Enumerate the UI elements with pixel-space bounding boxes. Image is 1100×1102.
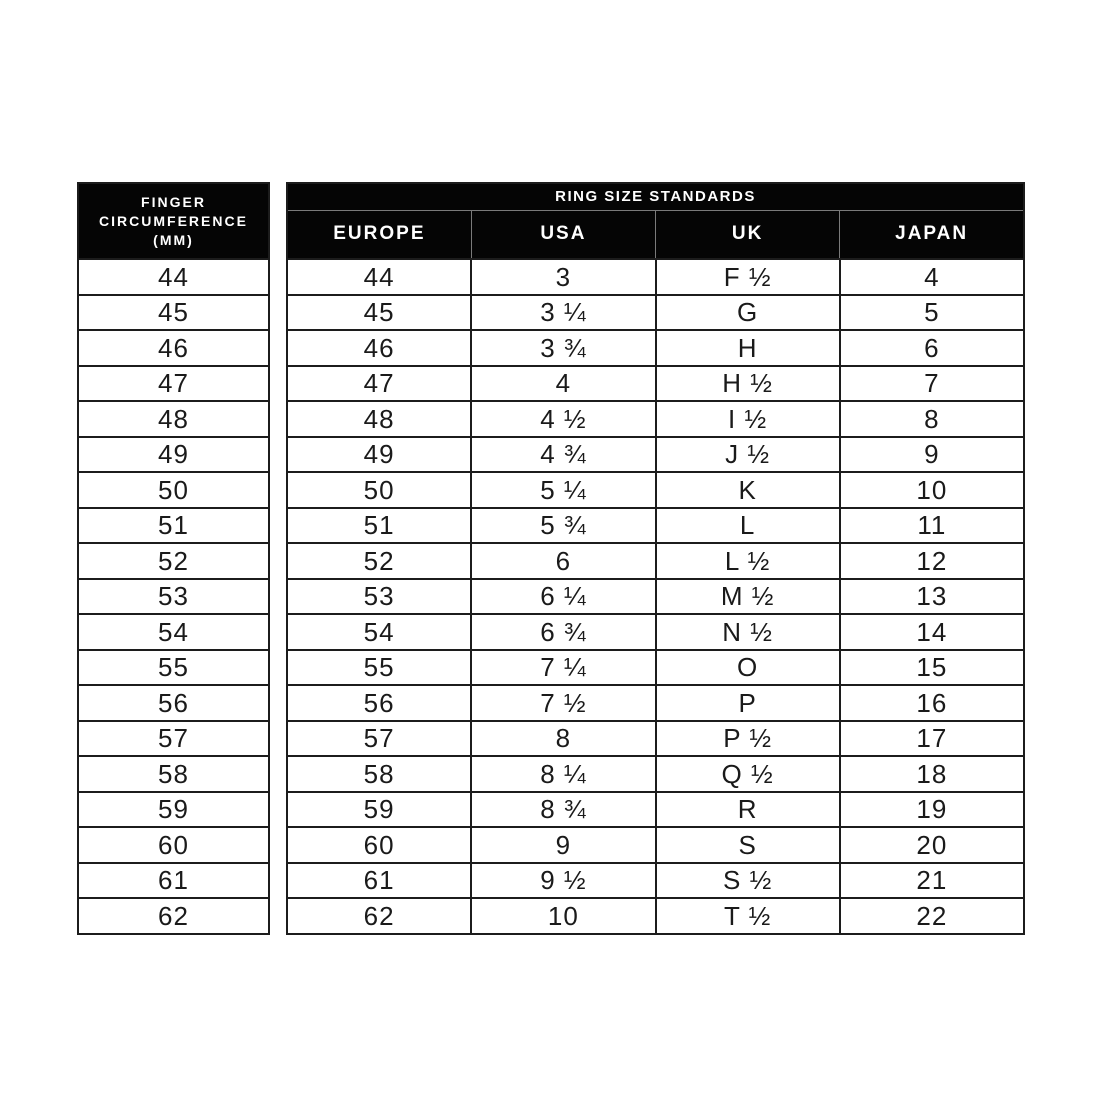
cell-japan: 4: [840, 259, 1024, 295]
cell-uk: N ½: [656, 614, 840, 650]
table-row: [78, 330, 269, 366]
table-row: [287, 756, 1024, 792]
cell-usa: 8 ¼: [471, 756, 655, 792]
table-row: [287, 792, 1024, 828]
column-header-row: [287, 210, 1024, 259]
table-row: [78, 756, 269, 792]
table-row: [287, 259, 1024, 295]
table-row: [78, 401, 269, 437]
cell-japan: 11: [840, 508, 1024, 544]
cell-usa: 8 ¾: [471, 792, 655, 828]
cell-europe: 58: [287, 756, 471, 792]
cell-europe: 44: [287, 259, 471, 295]
table-row: [287, 721, 1024, 757]
cell-usa: 3: [471, 259, 655, 295]
cell-europe: 51: [287, 508, 471, 544]
cell-usa: 4: [471, 366, 655, 402]
cell-uk: L ½: [656, 543, 840, 579]
cell-finger-circumference: 52: [78, 543, 269, 579]
ring-size-standards-title: RING SIZE STANDARDS: [287, 183, 1024, 210]
cell-europe: 59: [287, 792, 471, 828]
cell-finger-circumference: 57: [78, 721, 269, 757]
cell-uk: L: [656, 508, 840, 544]
table-row: [78, 579, 269, 615]
table-row: [78, 863, 269, 899]
cell-finger-circumference: 62: [78, 898, 269, 934]
ring-size-standards-table: [286, 182, 1025, 935]
cell-finger-circumference: 46: [78, 330, 269, 366]
table-row: [287, 685, 1024, 721]
cell-usa: 6: [471, 543, 655, 579]
table-row: [287, 579, 1024, 615]
cell-usa: 4 ¾: [471, 437, 655, 473]
cell-uk: P: [656, 685, 840, 721]
cell-uk: F ½: [656, 259, 840, 295]
table-row: [287, 437, 1024, 473]
table-row: [78, 295, 269, 331]
finger-circumference-header: [78, 183, 269, 259]
cell-finger-circumference: 51: [78, 508, 269, 544]
cell-japan: 20: [840, 827, 1024, 863]
table-row: [78, 437, 269, 473]
cell-japan: 18: [840, 756, 1024, 792]
header-line-circumference: CIRCUMFERENCE: [99, 212, 248, 229]
cell-finger-circumference: 56: [78, 685, 269, 721]
cell-usa: 9: [471, 827, 655, 863]
cell-usa: 5 ¼: [471, 472, 655, 508]
cell-japan: 5: [840, 295, 1024, 331]
cell-japan: 6: [840, 330, 1024, 366]
cell-japan: 22: [840, 898, 1024, 934]
cell-japan: 8: [840, 401, 1024, 437]
cell-uk: S ½: [656, 863, 840, 899]
cell-japan: 15: [840, 650, 1024, 686]
cell-uk: M ½: [656, 579, 840, 615]
cell-europe: 61: [287, 863, 471, 899]
cell-finger-circumference: 54: [78, 614, 269, 650]
cell-usa: 3 ¾: [471, 330, 655, 366]
cell-finger-circumference: 49: [78, 437, 269, 473]
cell-europe: 45: [287, 295, 471, 331]
column-header-europe: EUROPE: [287, 210, 471, 259]
cell-japan: 9: [840, 437, 1024, 473]
table-row: [78, 543, 269, 579]
cell-usa: 3 ¼: [471, 295, 655, 331]
cell-europe: 56: [287, 685, 471, 721]
cell-japan: 16: [840, 685, 1024, 721]
cell-finger-circumference: 59: [78, 792, 269, 828]
cell-europe: 55: [287, 650, 471, 686]
cell-usa: 9 ½: [471, 863, 655, 899]
table-row: [287, 827, 1024, 863]
cell-japan: 17: [840, 721, 1024, 757]
header-line-mm: (MM): [153, 231, 194, 248]
cell-europe: 53: [287, 579, 471, 615]
table-row: [78, 614, 269, 650]
cell-finger-circumference: 61: [78, 863, 269, 899]
cell-europe: 46: [287, 330, 471, 366]
table-row: [78, 685, 269, 721]
table-row: [78, 827, 269, 863]
cell-finger-circumference: 45: [78, 295, 269, 331]
table-row: [287, 472, 1024, 508]
cell-usa: 7 ¼: [471, 650, 655, 686]
cell-japan: 21: [840, 863, 1024, 899]
cell-japan: 19: [840, 792, 1024, 828]
cell-uk: J ½: [656, 437, 840, 473]
table-row: [78, 898, 269, 934]
cell-europe: 52: [287, 543, 471, 579]
cell-uk: O: [656, 650, 840, 686]
cell-europe: 60: [287, 827, 471, 863]
table-row: [78, 650, 269, 686]
cell-usa: 10: [471, 898, 655, 934]
cell-finger-circumference: 44: [78, 259, 269, 295]
cell-europe: 50: [287, 472, 471, 508]
cell-uk: Q ½: [656, 756, 840, 792]
table-row: [78, 472, 269, 508]
cell-usa: 6 ¾: [471, 614, 655, 650]
cell-uk: S: [656, 827, 840, 863]
cell-usa: 5 ¾: [471, 508, 655, 544]
table-row: [287, 898, 1024, 934]
finger-circumference-table: [77, 182, 270, 935]
column-header-uk: UK: [656, 210, 840, 259]
cell-usa: 6 ¼: [471, 579, 655, 615]
cell-japan: 13: [840, 579, 1024, 615]
cell-usa: 8: [471, 721, 655, 757]
cell-uk: I ½: [656, 401, 840, 437]
table-row: [78, 259, 269, 295]
cell-finger-circumference: 60: [78, 827, 269, 863]
column-header-usa: USA: [471, 210, 655, 259]
cell-japan: 12: [840, 543, 1024, 579]
cell-finger-circumference: 48: [78, 401, 269, 437]
cell-usa: 4 ½: [471, 401, 655, 437]
table-row: [287, 863, 1024, 899]
table-row: [287, 330, 1024, 366]
cell-europe: 47: [287, 366, 471, 402]
cell-uk: R: [656, 792, 840, 828]
table-row: [287, 508, 1024, 544]
cell-uk: H ½: [656, 366, 840, 402]
cell-japan: 10: [840, 472, 1024, 508]
cell-europe: 49: [287, 437, 471, 473]
table-row: [78, 508, 269, 544]
table-row: [78, 366, 269, 402]
table-row: [287, 401, 1024, 437]
table-row: [78, 792, 269, 828]
cell-europe: 48: [287, 401, 471, 437]
cell-finger-circumference: 53: [78, 579, 269, 615]
column-header-japan: JAPAN: [840, 210, 1024, 259]
cell-europe: 62: [287, 898, 471, 934]
cell-finger-circumference: 55: [78, 650, 269, 686]
table-row: [287, 543, 1024, 579]
cell-finger-circumference: 47: [78, 366, 269, 402]
finger-circumference-header-row: [78, 183, 269, 259]
cell-japan: 7: [840, 366, 1024, 402]
table-row: [78, 721, 269, 757]
cell-uk: T ½: [656, 898, 840, 934]
cell-uk: P ½: [656, 721, 840, 757]
cell-uk: G: [656, 295, 840, 331]
cell-europe: 57: [287, 721, 471, 757]
cell-europe: 54: [287, 614, 471, 650]
cell-uk: H: [656, 330, 840, 366]
header-line-finger: FINGER: [141, 193, 206, 210]
cell-finger-circumference: 58: [78, 756, 269, 792]
table-row: [287, 295, 1024, 331]
cell-finger-circumference: 50: [78, 472, 269, 508]
cell-usa: 7 ½: [471, 685, 655, 721]
cell-uk: K: [656, 472, 840, 508]
cell-japan: 14: [840, 614, 1024, 650]
table-row: [287, 650, 1024, 686]
table-row: [287, 614, 1024, 650]
table-row: [287, 366, 1024, 402]
ring-size-standards-title-row: [287, 183, 1024, 210]
